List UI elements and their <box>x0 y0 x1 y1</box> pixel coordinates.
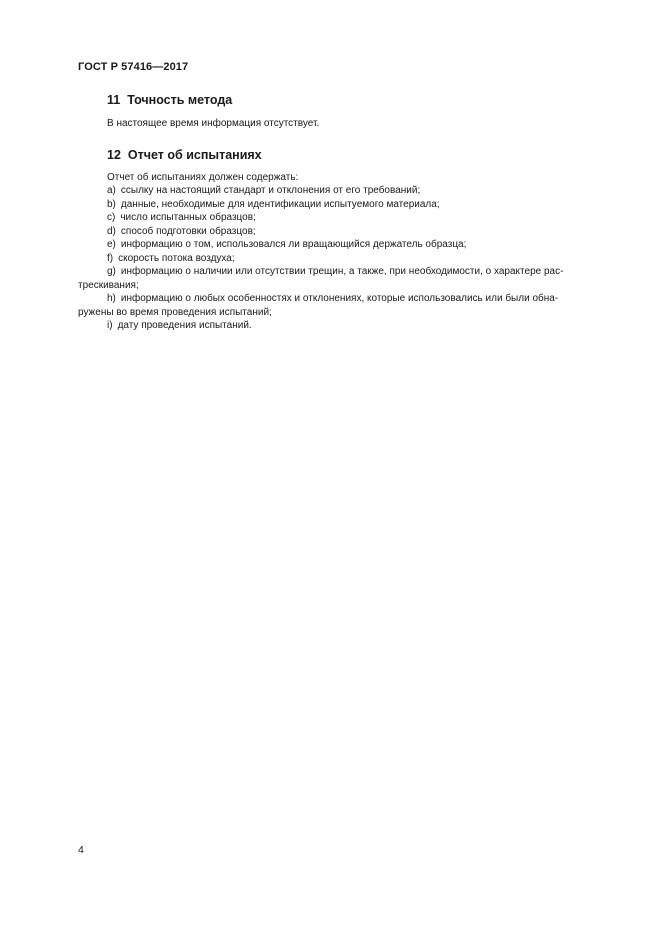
section-12-title: Отчет об испытаниях <box>127 148 262 162</box>
section-11-title: Точность метода <box>127 93 233 107</box>
list-item-h-continuation: ружены во время проведения испытаний; <box>78 307 272 318</box>
list-item-marker: b) <box>107 199 116 210</box>
section-11-number: 11 <box>107 93 121 107</box>
list-item-text: информацию о наличии или отсутствии трещин, а также, при необходимости, о характере рас- <box>120 266 564 277</box>
page-number: 4 <box>78 844 84 856</box>
list-item-text: число испытанных образцов; <box>120 212 256 223</box>
section-11-heading <box>107 93 232 107</box>
list-item-text: способ подготовки образцов; <box>120 226 256 237</box>
list-item-text: ссылку на настоящий стандарт и отклонения от его требований; <box>120 185 421 196</box>
list-item-marker: h) <box>107 293 116 304</box>
list-item-a <box>107 184 420 198</box>
list-item-text: скорость потока воздуха; <box>118 253 235 264</box>
list-item-marker: i) <box>107 320 113 331</box>
list-item-marker: g) <box>107 266 116 277</box>
list-item-marker: e) <box>107 239 116 250</box>
list-item-g-continuation: трескивания; <box>78 280 139 291</box>
section-12-number: 12 <box>107 148 121 162</box>
list-item-text: данные, необходимые для идентификации испытуемого материала; <box>120 199 440 210</box>
list-item-h <box>107 292 558 306</box>
list-item-marker: d) <box>107 226 116 237</box>
document-standard-id: ГОСТ Р 57416—2017 <box>78 61 189 73</box>
list-item-d <box>107 225 256 239</box>
list-item-marker: a) <box>107 185 116 196</box>
list-item-text: информацию о том, использовался ли вращающийся держатель образца; <box>120 239 467 250</box>
list-item-text: дату проведения испытаний. <box>117 320 252 331</box>
list-item-f <box>107 252 235 266</box>
list-item-e <box>107 238 466 252</box>
list-item-marker: c) <box>107 212 116 223</box>
list-item-c <box>107 211 256 225</box>
list-item-g <box>107 265 563 279</box>
list-item-b <box>107 198 440 212</box>
list-item-marker: f) <box>107 253 114 264</box>
list-item-i <box>107 319 252 333</box>
section-11-body: В настоящее время информация отсутствует. <box>107 118 320 129</box>
list-item-text: информацию о любых особенностях и отклонениях, которые использовались или были обна- <box>120 293 559 304</box>
section-12-heading <box>107 148 262 162</box>
section-12-intro: Отчет об испытаниях должен содержать: <box>107 172 299 183</box>
